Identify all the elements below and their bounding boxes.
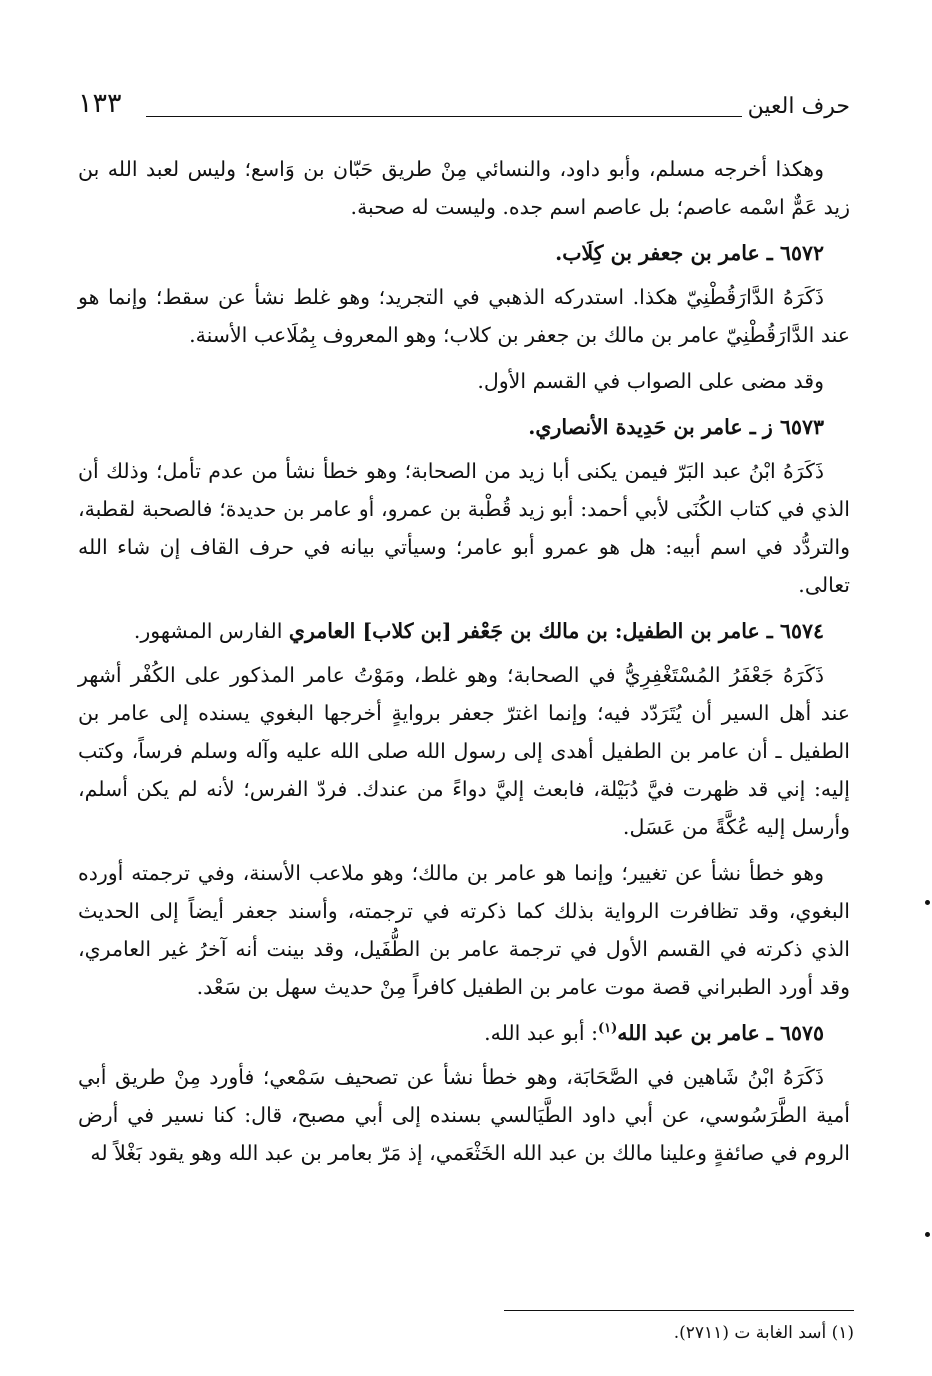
entry-6574-name: ٦٥٧٤ ـ عامر بن الطفيل: بن مالك بن جَعْفر [بن كلاب] العامري [288,619,824,643]
paragraph-4: ذَكَرَهُ ابْنُ عبد البَرّ فيمن يكنى أبا زيد من الصحابة؛ وهو خطأ نشأ من عدم تأمل؛ وذلك أن الذي في كتاب الكُنَى لأبي أحمد: أبو زيد قُطْبة بن عمرو، أو عامر بن حديدة؛ فالصحبة لقطبة، والتردُّد في اسم أبيه: هل هو عمرو أبو عامر؛ وسيأتي بيانه في حرف القاف إن شاء الله تعالى. [78,459,850,597]
entry-6574-description: الفارس المشهور. [133,619,289,643]
paragraph-2: ذَكَرَهُ الدَّارَقُطْنِيّ هكذا. استدركه الذهبي في التجريد؛ وهو غلط نشأ عن سقط؛ وإنما هو عند الدَّارَقُطْنِيّ عامر بن مالك بن جعفر بن كلاب؛ وهو المعروف بِمُلَاعب الأسنة. [78,285,850,347]
footnote-reference: (١) [597,1021,618,1037]
entry-6572-heading: ٦٥٧٢ ـ عامر بن جعفر بن كِلَاب. [555,241,824,265]
entry-6573-heading: ٦٥٧٣ ز ـ عامر بن حَدِيدة الأنصاري. [528,415,824,439]
entry-6575-kunya: : أبو عبد الله. [484,1021,598,1045]
paragraph-7: ذَكَرَهُ ابْنُ شَاهين في الصَّحَابَة، وهو خطأ نشأ عن تصحيف سَمْعي؛ فأورد مِنْ طريق أبي أمية الطَّرَسُوسي، عن أبي داود الطَّيَالسي بسنده إلى أبي مصبح، قال: كنا نسير في أرض الروم في صائفةٍ وعلينا مالك بن عبد الله الخَثْعَمي، إذ مَرّ بعامر بن عبد الله وهو يقود بَغْلاً له [78,1065,850,1165]
footnote-rule [504,1310,854,1311]
paragraph-3: وقد مضى على الصواب في القسم الأول. [477,369,824,393]
page-number: ١٣٣ [78,88,122,119]
header-rule [146,116,742,117]
footnote: (١) أسد الغابة ت (٢٧١١). [673,1323,854,1343]
entry-6575-heading [78,1014,850,1052]
paragraph-6: وهو خطأ نشأ عن تغيير؛ وإنما هو عامر بن مالك؛ وهو ملاعب الأسنة، وفي ترجمته أورده البغوي، وقد تظافرت الرواية بذلك كما ذكرته في ترجمته، وأسند جعفر أيضاً إلى الحديث الذي ذكرته في القسم الأول في ترجمة عامر بن الطُّفَيل، وقد بينت أنه آخرُ غير العامري، وقد أورد الطبراني قصة موت عامر بن الطفيل كافراً مِنْ حديث سهل بن سَعْد. [78,861,850,999]
running-header [78,88,850,128]
margin-mark [925,900,930,905]
entry-6574-heading [78,612,850,650]
margin-mark [925,1232,930,1237]
paragraph-5: ذَكَرَهُ جَعْفَرُ المُسْتَغْفِرِيُّ في الصحابة؛ وهو غلط، ومَوْتُ عامر المذكور على الكُفْر أشهر عند أهل السير أن يُتَرَدّد فيه؛ وإنما اغترّ جعفر بروايةٍ أخرجها البغوي يسنده إلى عامر بن الطفيل ـ أن عامر بن الطفيل أهدى إلى رسول الله صلى الله عليه وآله وسلم فرساً، وكتب إليه: إني قد ظهرت فيَّ دُبَيْلة، فابعث إليَّ دواءً من عندك. فردّ الفرس؛ لأنه لم يكن أسلم، وأرسل إليه عُكَّةً من عَسَل. [78,663,850,839]
running-title: حرف العين [747,94,850,119]
entry-6575-name: ٦٥٧٥ ـ عامر بن عبد الله [617,1021,824,1045]
paragraph-1: وهكذا أخرجه مسلم، وأبو داود، والنسائي مِنْ طريق حَبّان بن وَاسع؛ وليس لعبد الله بن زيد عَمٌّ اسْمه عاصم؛ بل عاصم اسم جده. وليست له صحبة. [78,157,850,219]
main-text [78,150,850,1172]
